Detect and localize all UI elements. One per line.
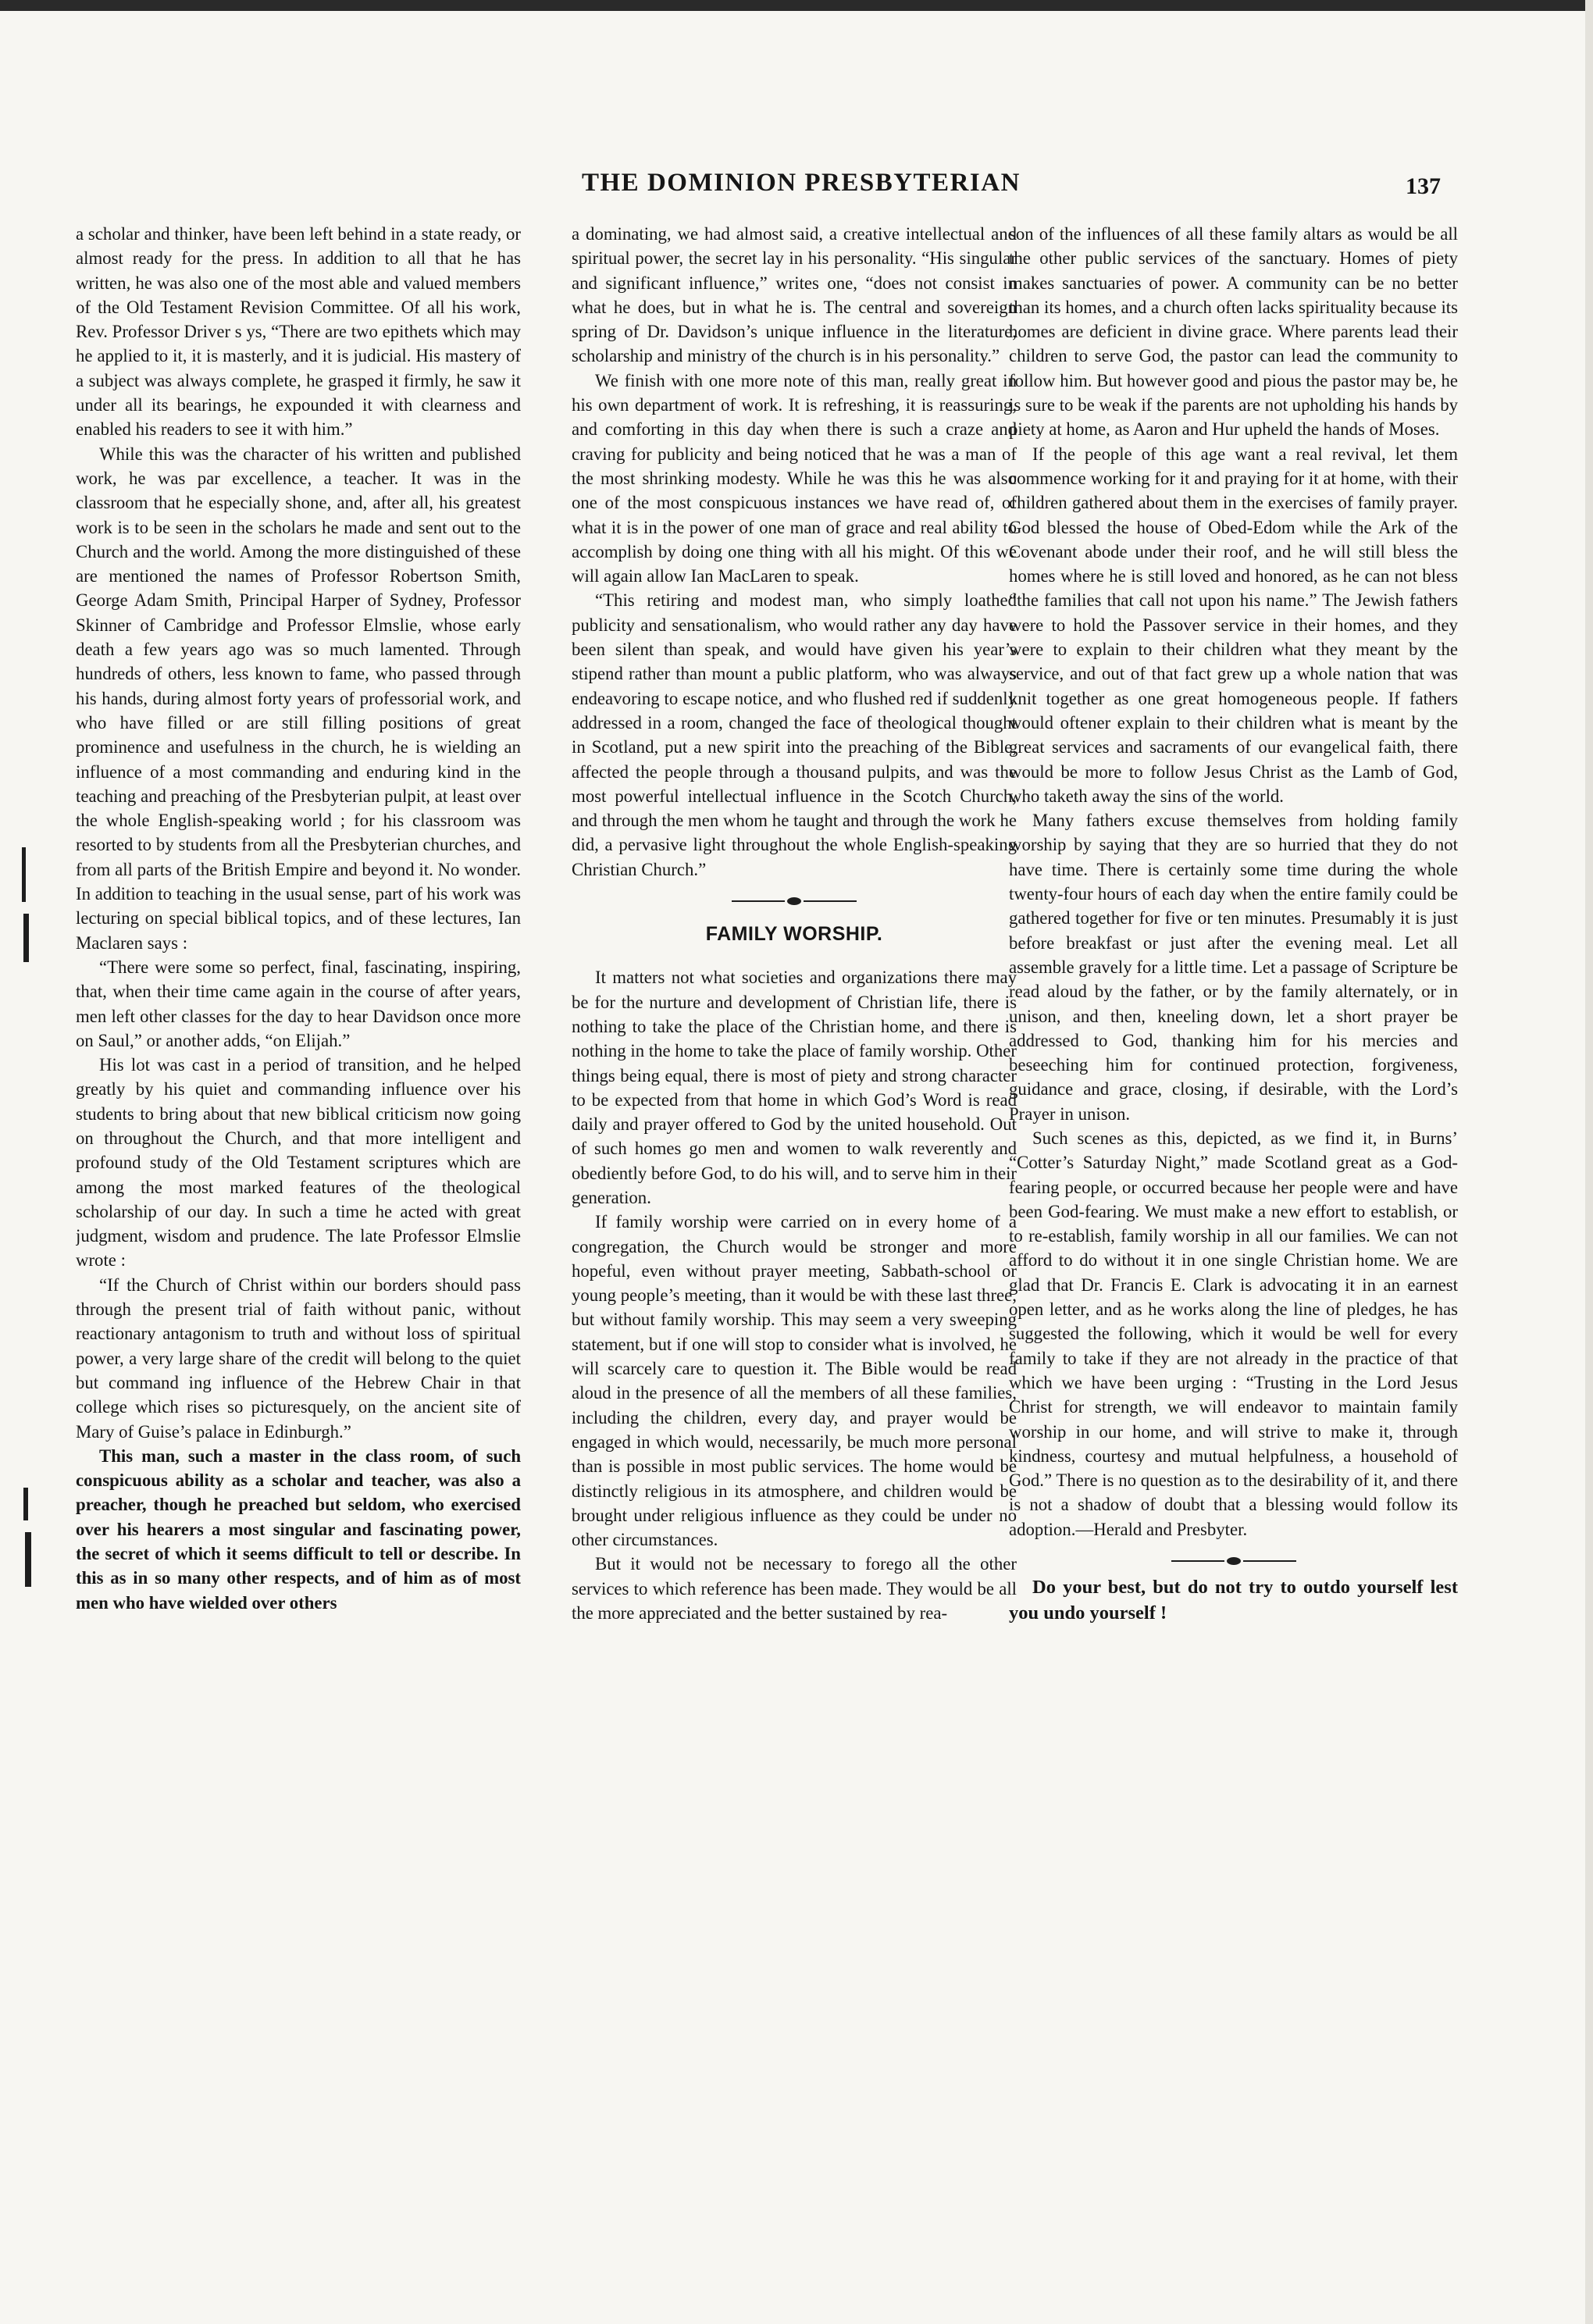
binding-mark	[25, 1532, 31, 1587]
paragraph: We finish with one more note of this man, really great in his own department of work. It is refreshing, it is reassuring, and comforting in this day when there is such a craze and craving for publicity and being noticed that he was a man of the most shrinking modesty. While he was this he was also one of the most conspicuous instances we have read of, of what it is in the power of one man of grace and real ability to accomplish by doing one thing with all his might. Of this we will again allow Ian MacLaren to speak.	[572, 370, 1017, 586]
paragraph: son of the influences of all these family altars as would be all the other public services of the sanctuary. Homes of piety makes sanctuaries of power. A community can be no better than its homes, and a church often lacks spirituality because its homes are deficient in divine grace. Where parents lead their children to serve God, the pastor can lead the community to follow him. But however good and pious the pastor may be, he is sure to be weak if the parents are not upholding his hands by piety at home, as Aaron and Hur upheld the hands of Moses.	[1009, 224, 1458, 440]
paragraph: Such scenes as this, depicted, as we find it, in Burns’ “Cotter’s Saturday Night,” made Scotland great as a God-fearing people, or occurred because her people were and have been God-fearing. We must make a new effort to establish, or to re-establish, family worship in all our families. We can not afford to do without it in one single Christian home. We are glad that Dr. Francis E. Clark is advocating it in an earnest open letter, and as he works along the line of pledges, he has suggested the following, which it would be well for every family to take if they are not already in the practice of that which we have been urging : “Trusting in the Lord Jesus Christ for strength, we will endeavor to maintain family worship in our home, and will strive to make it, through kindness, courtesy and mutual helpfulness, a household of God.” There is no question as to the desirability of it, and there is not a shadow of doubt that a blessing would follow its adoption.—Herald and Presbyter.	[1009, 1128, 1458, 1539]
page-number: 137	[1406, 173, 1441, 199]
binding-mark	[22, 847, 26, 902]
ornament-divider	[1171, 1556, 1296, 1567]
binding-mark	[23, 1488, 28, 1520]
paragraph: If family worship were carried on in every home of a congregation, the Church would be stronger and more hopeful, even without prayer meeting, Sabbath-school or young people’s meeting, than it would be with these last three, but without family worship. This may seem a very sweeping statement, but if one will stop to consider what is involved, he will scarcely care to question it. The Bible would be read aloud in the presence of all the members of all these families, including the children, every day, and prayer would be engaged in which would, necessarily, be much more personal than is possible in most public services. The home would be distinctly religious in its atmosphere, and children would be brought under religious influence as they could be under no other circumstances.	[572, 1212, 1017, 1550]
paragraph: a dominating, we had almost said, a creative intellectual and spiritual power, the secret lay in his personality. “His singular and significant influence,” writes one, “does not consist in what he does, but in what he is. The central and sovereign spring of Dr. Davidson’s unique influence in the literature, scholarship and ministry of the church is in his personality.”	[572, 224, 1017, 366]
binding-mark	[23, 914, 29, 962]
column-3	[1009, 222, 1458, 2221]
section-heading: FAMILY WORSHIP.	[705, 923, 883, 946]
column-2	[572, 222, 1017, 2221]
paragraph: a scholar and thinker, have been left behind in a state ready, or almost ready for the press. In addition to all that he has written, he was also one of the most able and valued members of the Old Testament Revision Committee. Of all his work, Rev. Professor Driver s ys, “There are two epithets which may he applied to it, it is masterly, and it is judicial. His mastery of a subject was always complete, he grasped it firmly, he saw it under all its bearings, he expounded it with clearness and enabled his readers to see it with him.”	[76, 224, 521, 440]
quote-paragraph: “This retiring and modest man, who simply loathed publicity and sensationalism, who would rather any day have been silent than speak, and would have given his year’s stipend rather than mount a public platform, who was always endeavoring to escape notice, and who flushed red if suddenly addressed in a room, changed the face of theological thought in Scotland, put a new spirit into the preaching of the Bible, affected the people through a thousand pulpits, and was the most powerful intellectual influence in the Scotch Church, and through the men whom he taught and through the work he did, a pervasive light throughout the whole English-speaking Christian Church.”	[572, 590, 1017, 879]
column-1	[76, 222, 521, 2221]
page-right-edge	[1585, 0, 1593, 2324]
quote-paragraph: “There were some so perfect, final, fascinating, inspiring, that, when their time came again in the course of after years, men left other classes for the day to hear Davidson once more on Saul,” or another adds, “on Elijah.”	[76, 957, 521, 1050]
paragraph: While this was the character of his written and published work, he was par excellence, a teacher. It was in the classroom that he especially shone, and, after all, his greatest work is to be seen in the scholars he made and sent out to the Church and the world. Among the more distinguished of these are mentioned the names of Professor Robertson Smith, George Adam Smith, Principal Harper of Sydney, Professor Skinner of Cambridge and Professor Elmslie, whose early death a few years ago was so much lamented. Through hundreds of others, less known to fame, who passed through his hands, during almost forty years of professorial work, and who have filled or are still filling positions of great prominence and usefulness in the church, he is wielding an influence of a most commanding and enduring kind in the teaching and preaching of the Presbyterian pulpit, at least over the whole English-speaking world ; for his classroom was resorted to by students from all the Presbyterian churches, and from all parts of the British Empire and beyond it. No wonder. In addition to teaching in the usual sense, part of his work was lecturing on special biblical topics, and of these lectures, Ian Maclaren says :	[76, 444, 521, 953]
paragraph: It matters not what societies and organizations there may be for the nurture and development of Christian life, there is nothing to take the place of the Christian home, and there is nothing in the home to take the place of family worship. Other things being equal, there is most of piety and strong character to be expected from that home in which God’s Word is read daily and prayer offered to God by the united household. Out of such homes go men and women to walk reverently and obediently before God, to do his will, and to serve him in their generation.	[572, 968, 1017, 1207]
page-top-edge	[0, 0, 1593, 11]
paragraph: But it would not be necessary to forego all the other services to which reference has been made. They would be all the more appreciated and the better sustained by rea-	[572, 1554, 1017, 1624]
footer-maxim: Do your best, but do not try to outdo yourself lest you undo yourself !	[1009, 1577, 1458, 1624]
paragraph: If the people of this age want a real revival, let them commence working for it and praying for it at home, with their children gathered about them in the exercises of family prayer. God blessed the house of Obed-Edom while the Ark of the Covenant abode under their roof, and he will still bless the homes where he is still loved and honored, as he can not bless “the families that call not upon his name.” The Jewish fathers were to hold the Passover service in their homes, and they were to explain to their children what they meant by the service, and out of that fact grew up a whole nation that was knit together as one great homogeneous people. If fathers would oftener explain to their children what is meant by the great services and sacraments of our evangelical faith, there would be more to follow Jesus Christ as the Lamb of God, who taketh away the sins of the world.	[1009, 444, 1458, 806]
quote-paragraph: “If the Church of Christ within our borders should pass through the present trial of faith without panic, without reactionary antagonism to truth and without loss of spiritual power, a very large share of the credit will belong to the quiet but command ing influence of the Hebrew Chair in that college which rises so picturesquely, on the ancient site of Mary of Guise’s palace in Edinburgh.”	[76, 1274, 521, 1442]
masthead-title: THE DOMINION PRESBYTERIAN	[582, 169, 1021, 197]
paragraph: This man, such a master in the class room, of such conspicuous ability as a scholar and teacher, was also a preacher, though he preached but seldom, who exercised over his hearers a most singular and fascinating power, the secret of which it seems difficult to tell or describe. In this as in so many other respects, and of him as of most men who have wielded over others	[76, 1445, 521, 1613]
paragraph: His lot was cast in a period of transition, and he helped greatly by his quiet and commanding influence over his students to bring about that new biblical criticism now going on throughout the Church, and that more intelligent and profound study of the Old Testament scriptures which are among the most marked features of the theological scholarship of our day. In such a time he acted with great judgment, wisdom and prudence. The late Professor Elmslie wrote :	[76, 1055, 521, 1271]
paragraph: Many fathers excuse themselves from holding family worship by saying that they are so hurried that they do not have time. There is certainly some time during the whole twenty-four hours of each day when the entire family could be gathered together for five or ten minutes. Presumably it is just before breakfast or just after the evening meal. Let all assemble gravely for a little time. Let a passage of Scripture be read aloud by the father, or by the family alternately, or in unison, and then, kneeling down, let a short prayer be addressed to God, thanking him for his mercies and beseeching him for continued protection, forgiveness, guidance and grace, closing, if desirable, with the Lord’s Prayer in unison.	[1009, 811, 1458, 1124]
page-header	[0, 169, 1593, 216]
ornament-divider	[732, 896, 857, 907]
